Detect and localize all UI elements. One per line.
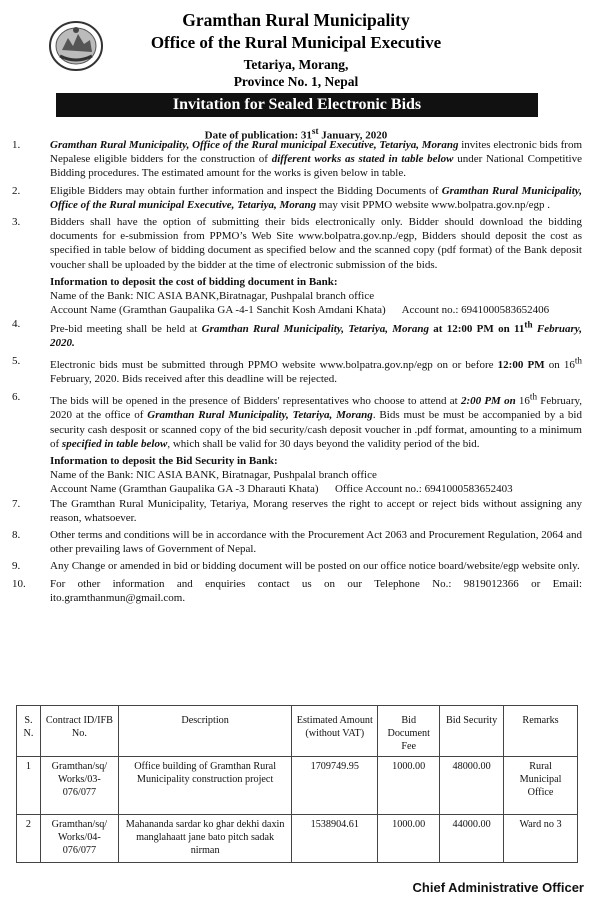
text-segment: th xyxy=(574,355,583,366)
text-segment: Eligible Bidders may obtain further information and inspect the Bidding Documents of xyxy=(50,184,442,197)
col-bid-doc-fee: Bid Document Fee xyxy=(378,706,440,757)
cell-remarks: Rural Municipal Office xyxy=(504,757,578,815)
text-segment: different works as stated in table below xyxy=(271,153,454,166)
table-row xyxy=(17,757,578,815)
col-bid-security: Bid Security xyxy=(440,706,504,757)
cell-estimated-amount: 1538904.61 xyxy=(292,815,378,863)
col-estimated-amount: Estimated Amount (without VAT) xyxy=(292,706,378,757)
notice-item-2: 2. Eligible Bidders may obtain further information and inspect the Bidding Documents of Gramthan Rural Municipality, Office of the Rural municipal Executive, Tetariya, Morang may visit PPMO website www.bolpatra.gov.np/egp . xyxy=(12,184,582,211)
text-segment: th xyxy=(524,319,533,330)
bank-cost-bank: Name of the Bank: NIC ASIA BANK,Biratnagar, Pushpalal branch office xyxy=(50,290,375,303)
text-segment: February, 2020 at the office of xyxy=(50,395,583,422)
cell-estimated-amount: 1709749.95 xyxy=(292,757,378,815)
notice-banner: Invitation for Sealed Electronic Bids xyxy=(56,93,538,117)
bank-cost-info xyxy=(12,275,582,318)
signoff-title: Chief Administrative Officer xyxy=(412,880,584,895)
notice-item-4: 4. Pre-bid meeting shall be held at Gramthan Rural Municipality, Tetariya, Morang at 12:00 PM on 11th February, 2020. xyxy=(12,318,582,350)
office-title: Office of the Rural Municipal Executive xyxy=(150,33,442,52)
text-segment: Other terms and conditions will be in accordance with the Procurement Act 2063 and Procurement Regulation, 2064 and other prevailing laws of Government of Nepal. xyxy=(50,529,582,556)
cell-contract-id: Gramthan/sq/ Works/03-076/077 xyxy=(40,757,118,815)
text-segment: may visit PPMO website www.bolpatra.gov.np/egp . xyxy=(316,198,550,211)
bank-cost-account: Account Name (Gramthan Gaupalika GA -4-1 Sanchit Kosh Amdani Khata) Account no.: 6941000583652406 xyxy=(50,304,550,317)
text-segment: at 12:00 PM on 11 xyxy=(428,323,525,336)
cell-sn: 2 xyxy=(17,815,41,863)
notice-item-3: 3. Bidders shall have the option of submitting their bids electronically only. Bidder should download the bidding documents for e-submission from PPMO’s Web Site www.bolpatra.gov.np./egp, Bidders should deposit the cost as specified in table below of bidding document as specified below and the scanned copy (pdf format) of the Bank deposit voucher shall be uploaded by the bidder at the time of electronic submission of the bids. xyxy=(12,216,582,271)
col-contract-id: Contract ID/IFB No. xyxy=(40,706,118,757)
notice-item-5: 5. Electronic bids must be submitted through PPMO website www.bolpatra.gov.np/egp on or before 12:00 PM on 16th February, 2020. Bids received after this deadline will be rejected. xyxy=(12,354,583,386)
cell-description: Mahananda sardar ko ghar dekhi daxin manglahaatt jane bato pitch sadak nirman xyxy=(118,815,291,863)
notice-item-9: 9. Any Change or amended in bid or bidding document will be posted on our office notice board/website/egp website only. xyxy=(12,560,580,573)
text-segment: February, 2020. Bids received after this deadline will be rejected. xyxy=(50,373,338,386)
notice-body xyxy=(12,138,582,608)
text-segment: Pre-bid meeting shall be held at xyxy=(50,323,202,336)
notice-item-7: 7. The Gramthan Rural Municipality, Tetariya, Morang reserves the right to accept or reject bids without assigning any reason, whatsoever. xyxy=(12,497,582,524)
text-segment: 12:00 PM xyxy=(497,359,545,372)
cell-bid-security: 48000.00 xyxy=(440,757,504,815)
bank-security-heading: Information to deposit the Bid Security in Bank: xyxy=(50,455,278,468)
cell-contract-id: Gramthan/sq/ Works/04-076/077 xyxy=(40,815,118,863)
notice-item-8: 8. Other terms and conditions will be in accordance with the Procurement Act 2063 and Procurement Regulation, 2064 and other prevailing laws of Government of Nepal. xyxy=(12,529,582,556)
cell-sn: 1 xyxy=(17,757,41,815)
text-segment: 16 xyxy=(515,395,530,408)
province-line: Province No. 1, Nepal xyxy=(233,74,359,89)
text-segment: on 16 xyxy=(544,359,575,372)
col-remarks: Remarks xyxy=(504,706,578,757)
cell-bid-doc-fee: 1000.00 xyxy=(378,757,440,815)
bid-table xyxy=(16,705,578,863)
text-segment: . Bids must be must be accompanied by a bid security cash desposit or scanned copy of the bid security/cash deposit voucher in .pdf format, amounting to a minimum of xyxy=(50,409,582,450)
address-line: Tetariya, Morang, xyxy=(243,57,349,72)
table-row xyxy=(17,815,578,863)
text-segment: Gramthan Rural Municipality, Tetariya, Morang xyxy=(147,409,373,422)
cell-bid-doc-fee: 1000.00 xyxy=(378,815,440,863)
bank-security-account: Account Name (Gramthan Gaupalika GA -3 Dharauti Khata) Office Account no.: 6941000583652403 xyxy=(50,483,513,496)
text-segment: Gramthan Rural Municipality, Office of the Rural municipal Executive, Tetariya, Morang xyxy=(50,139,459,151)
cell-remarks: Ward no 3 xyxy=(504,815,578,863)
text-segment: 2:00 PM on xyxy=(460,395,516,408)
text-segment: Any Change or amended in bid or bidding document will be posted on our office notice board/website/egp website only. xyxy=(50,560,580,573)
text-segment: Bidders shall have the option of submitting their bids electronically only. Bidder should download the bidding documents for e-submission from PPMO’s Web Site www.bolpatra.gov.np./egp, Bidders should deposit the cost as specified in table below of bidding document as specified below and the scanned copy (pdf format) of the Bank deposit voucher shall be uploaded by the bidder at the time of electronic submission of the bids. xyxy=(50,216,582,271)
notice-item-1: 1. Gramthan Rural Municipality, Office of the Rural municipal Executive, Tetariya, Morang invites electronic bids from Nepalese eligible bidders for the construction of different works as stated in table below under National Competitive Bidding procedures. The estimated amount for the works is given below in table. xyxy=(12,139,583,180)
text-segment: February, 2020. xyxy=(50,323,582,350)
table-header-row xyxy=(17,706,578,757)
text-segment: , which shall be valid for 30 days beyond the validity period of the bid. xyxy=(167,437,480,450)
text-segment: Gramthan Rural Municipality, Office of the Rural municipal Executive, Tetariya, Morang xyxy=(50,184,582,211)
cell-description: Office building of Gramthan Rural Municipality construction project xyxy=(118,757,291,815)
text-segment: The Gramthan Rural Municipality, Tetariya, Morang reserves the right to accept or reject bids without assigning any reason, whatsoever. xyxy=(50,497,582,524)
text-segment: invites electronic bids from Nepalese eligible bidders for the construction of xyxy=(50,139,583,166)
text-segment: The bids will be opened in the presence of Bidders' representatives who choose to attend at xyxy=(50,395,461,408)
col-description: Description xyxy=(118,706,291,757)
bank-security-bank: Name of the Bank: NIC ASIA BANK, Biratnagar, Pushpalal branch office xyxy=(50,469,377,482)
text-segment: For other information and enquiries contact us on our Telephone No.: 9819012366 or Email: ito.gramthanmun@gmail.com. xyxy=(50,577,582,604)
text-segment: under National Competitive Bidding procedures. The estimated amount for the works is given below in table. xyxy=(50,153,582,180)
text-segment: specified in table below xyxy=(61,437,168,450)
col-sn: S. N. xyxy=(17,706,41,757)
org-title: Gramthan Rural Municipality xyxy=(182,10,410,30)
notice-item-10: 10. For other information and enquiries contact us on our Telephone No.: 9819012366 or Email: ito.gramthanmun@gmail.com. xyxy=(12,577,582,604)
text-segment: th xyxy=(529,391,538,402)
publication-date: Date of publication: 31st January, 2020 xyxy=(204,126,388,142)
text-segment: Electronic bids must be submitted through PPMO website www.bolpatra.gov.np/egp on or before xyxy=(50,359,498,372)
bank-cost-heading: Information to deposit the cost of bidding document in Bank: xyxy=(50,275,338,288)
text-segment: Gramthan Rural Municipality, Tetariya, Morang xyxy=(201,323,429,336)
notice-item-6: 6. The bids will be opened in the presence of Bidders' representatives who choose to attend at 2:00 PM on 16th February, 2020 at the office of Gramthan Rural Municipality, Tetariya, Morang. Bids must be must be accompanied by a bid security cash desposit or scanned copy of the bid security/cash deposit voucher in .pdf format, amounting to a minimum of specified in table below, which shall be valid for 30 days beyond the validity period of the bid. xyxy=(12,390,583,450)
cell-bid-security: 44000.00 xyxy=(440,815,504,863)
bank-security-info xyxy=(12,454,582,497)
